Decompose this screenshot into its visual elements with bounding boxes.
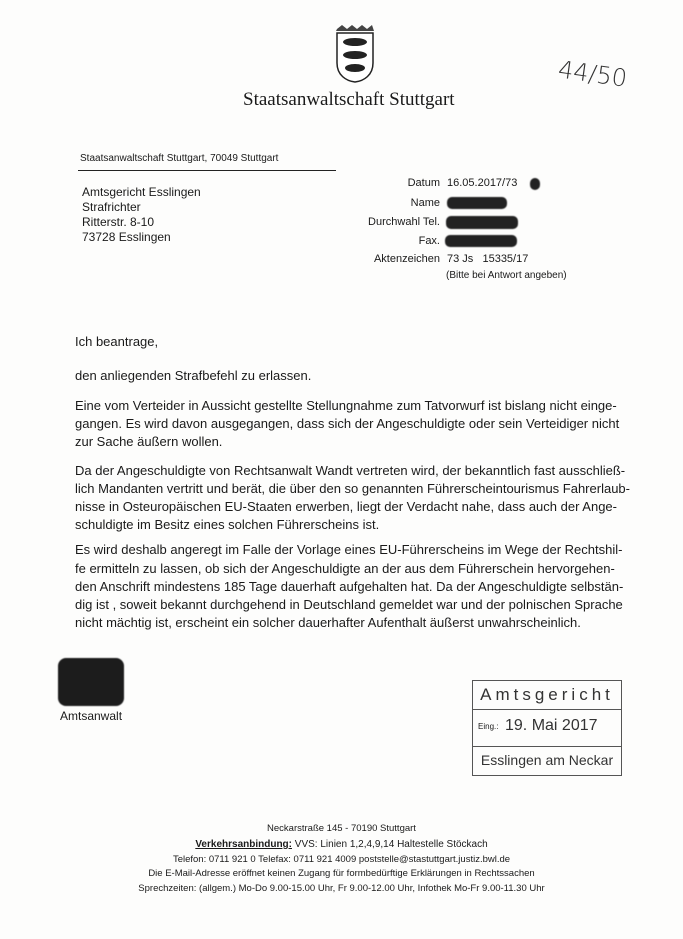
sender-underline xyxy=(78,170,336,171)
footer-transport xyxy=(0,839,683,850)
text-line: schuldigte im Besitz eines solchen Führerscheins ist. xyxy=(75,517,380,532)
text-line: nisse in Osteuropäischen EU-Staaten erwerben, liegt der Verdacht nahe, dass auch der Ange- xyxy=(75,499,617,514)
recipient-line: Amtsgericht Esslingen xyxy=(82,185,201,199)
received-stamp xyxy=(472,680,622,776)
redaction xyxy=(445,235,517,247)
recipient-line: 73728 Esslingen xyxy=(82,230,171,244)
tel-label: Durchwahl Tel. xyxy=(368,216,440,228)
stamp-location: Esslingen am Neckar xyxy=(480,752,614,768)
fax-label: Fax. xyxy=(418,235,440,247)
footer-email-note: Die E-Mail-Adresse eröffnet keinen Zugang für formbedürftige Erklärungen in Rechtssachen xyxy=(148,868,535,879)
footer-contact: Telefon: 0711 921 0 Telefax: 0711 921 4009 poststelle@stastuttgart.justiz.bwl.de xyxy=(172,854,511,865)
text-line: Da der Angeschuldigte von Rechtsanwalt Wandt vertreten wird, der bekanntlich fast ausschließ- xyxy=(75,463,626,478)
text-line: zur Sache äußern wollen. xyxy=(75,434,223,449)
aktenzeichen-label: Aktenzeichen xyxy=(373,253,440,265)
sender-line: Staatsanwaltschaft Stuttgart, 70049 Stuttgart xyxy=(80,153,279,164)
name-label: Name xyxy=(410,197,440,209)
text-line: Eine vom Verteider in Aussicht gestellte Stellungnahme zum Tatvorwurf ist bislang nicht einge- xyxy=(75,398,617,413)
aktenzeichen-value: 73 Js 15335/17 xyxy=(447,253,529,265)
text-line: lich Mandanten vertritt und berät, die über den so genannten Führerscheintourismus Fahrerlaub- xyxy=(75,481,630,496)
recipient-line: Strafrichter xyxy=(82,200,141,214)
transport-text: VVS: Linien 1,2,4,9,14 Haltestelle Stöckach xyxy=(292,839,488,850)
redacted-signature xyxy=(58,658,124,706)
text-line: dig ist , soweit bekannt durchgehend in Deutschland gemeldet war und der polnischen Sprache xyxy=(75,597,623,612)
recipient-address xyxy=(82,185,201,245)
coat-of-arms-icon xyxy=(334,25,376,83)
request-text: den anliegenden Strafbefehl zu erlassen. xyxy=(75,368,312,383)
text-line: den Anschrift mindestens 185 Tage dauerhaft aufgehalten hat. Da der Angeschuldigte selbstän- xyxy=(75,579,624,594)
datum-value: 16.05.2017/73 xyxy=(447,177,518,189)
authority-title: Staatsanwaltschaft Stuttgart xyxy=(243,89,455,110)
redaction xyxy=(530,178,540,190)
text-line: nicht mächtig ist, erscheint ein solcher dauerhafter Aufenthalt äußerst unwahrscheinlich. xyxy=(75,615,581,630)
text-line: fe ermitteln zu lassen, ob sich der Angeschuldigte an der aus dem Führerschein hervorgehen- xyxy=(75,561,615,576)
footer-hours: Sprechzeiten: (allgem.) Mo-Do 9.00-15.00 Uhr, Fr 9.00-12.00 Uhr, Infothek Mo-Fr 9.00-11.30 Uhr xyxy=(138,883,545,894)
text-line: Es wird deshalb angeregt im Falle der Vorlage eines EU-Führerscheins im Wege der Rechtshil- xyxy=(75,542,623,557)
redaction xyxy=(446,216,518,229)
text-line: gangen. Es wird davon ausgegangen, dass sich der Angeschuldigte oder sein Verteidiger nicht xyxy=(75,416,620,431)
footer-address: Neckarstraße 145 - 70190 Stuttgart xyxy=(267,823,416,834)
recipient-line: Ritterstr. 8-10 xyxy=(82,215,155,229)
transport-label: Verkehrsanbindung: xyxy=(195,839,292,850)
signature-title: Amtsanwalt xyxy=(60,709,123,723)
stamp-court: Amtsgericht xyxy=(473,681,621,710)
redaction xyxy=(447,197,507,209)
datum-label: Datum xyxy=(407,177,440,189)
handwritten-page-number: 44/50 xyxy=(556,55,629,93)
stamp-date: 19. Mai 2017 xyxy=(505,717,598,734)
aktenzeichen-note: (Bitte bei Antwort angeben) xyxy=(446,270,567,281)
intro-text: Ich beantrage, xyxy=(75,334,159,349)
stamp-eing-label: Eing.: xyxy=(478,722,499,731)
